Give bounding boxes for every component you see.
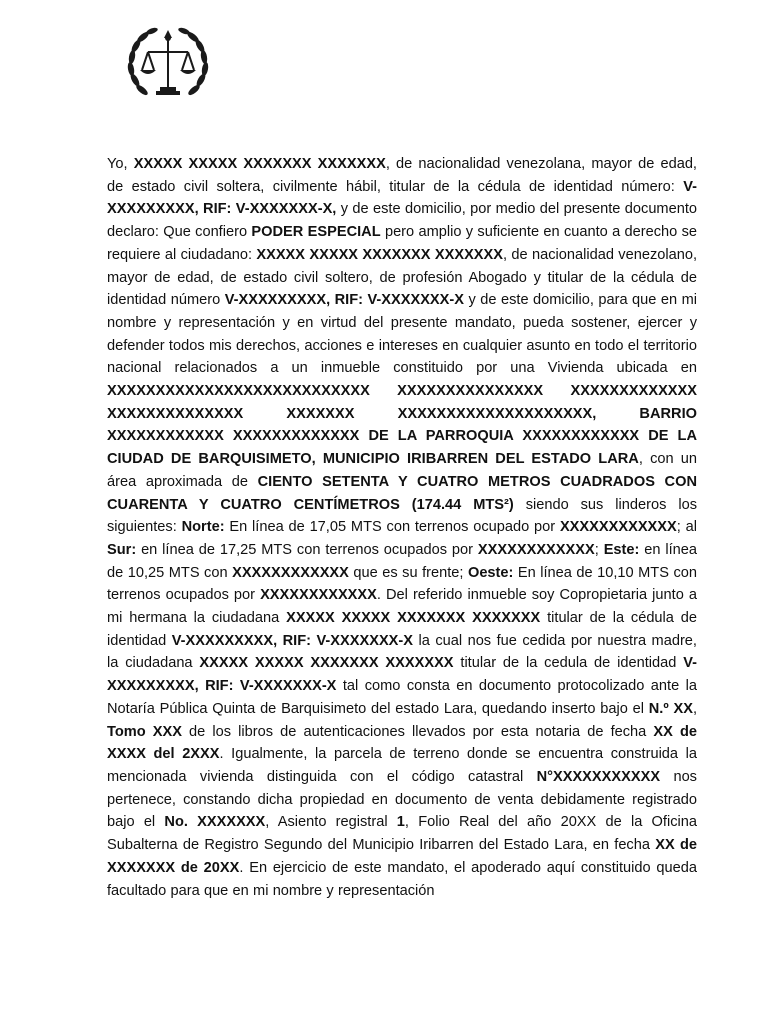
text-segment: y de este domicilio, para que en mi nombre y representación y en virtud del presente mandato, pueda sostener, ejercer y defender todos mis derechos, acciones e intereses en cualquier asunto en todo el territorio nacional relacionados a un inmueble constituido por una Vivienda ubicada en — [107, 292, 697, 377]
bold-text-segment: Tomo XXX — [107, 723, 182, 740]
bold-text-segment: Este: — [603, 541, 640, 558]
bold-text-segment: V-XXXXXXXXX, RIF: V-XXXXXXX-X — [224, 292, 464, 309]
bold-text-segment: XXXXX XXXXX XXXXXXX XXXXXXX — [133, 156, 386, 172]
bold-text-segment: XXXXX XXXXX XXXXXXX XXXXXXX — [256, 246, 504, 263]
text-segment: ; al — [676, 519, 697, 536]
text-segment: que es su frente; — [348, 564, 468, 581]
text-segment: En línea de 17,05 MTS con terrenos ocupado por — [224, 519, 560, 536]
bold-text-segment: Sur: — [107, 541, 137, 558]
bold-text-segment: N°XXXXXXXXXXX — [536, 768, 661, 785]
text-segment: , — [692, 700, 697, 717]
bold-text-segment: V-XXXXXXXXX, RIF: V-XXXXXXX-X, — [107, 178, 697, 218]
text-segment: la cual nos fue cedida por nuestra madre, la ciudadana — [107, 632, 697, 672]
bold-text-segment: XXXXX XXXXX XXXXXXX XXXXXXX — [286, 610, 541, 627]
text-segment: titular de la cedula de identidad — [453, 655, 684, 672]
text-segment: tal como consta en documento protocolizado ante la Notaría Pública Quinta de Barquisimeto del estado Lara, quedando inserto bajo el — [107, 678, 697, 717]
text-segment: . En ejercicio de este mandato, el apoderado aquí constituido queda facultado para que en mi nombre y representación — [107, 859, 697, 899]
bold-text-segment: XXXXXXXXXXXX — [477, 541, 595, 558]
text-segment: de los libros de autenticaciones llevados por esta notaria de fecha — [181, 723, 654, 740]
text-segment: , Asiento registral — [265, 814, 397, 831]
text-segment: . Igualmente, la parcela de terreno donde se encuentra construida la mencionada vivienda distinguida con el código catastral — [107, 746, 697, 785]
bold-text-segment: No. XXXXXXX — [164, 814, 266, 831]
bold-text-segment: 1 — [396, 814, 405, 831]
text-segment: en línea de 10,25 MTS con — [107, 541, 698, 581]
text-segment: siendo sus linderos los siguientes: — [107, 496, 697, 536]
power-of-attorney-body — [107, 153, 697, 902]
bold-text-segment: CIENTO SETENTA Y CUATRO METROS CUADRADOS CON CUARENTA Y CUATRO CENTÍMETROS (174.44 MTS²) — [107, 473, 697, 513]
text-segment: , con un área aproximada de — [107, 451, 698, 490]
text-segment: titular de la cédula de identidad — [107, 610, 697, 649]
text-segment: , de nacionalidad venezolano, mayor de edad, de estado civil soltero, de profesión Abogado y titular de la cédula de identidad número — [107, 246, 697, 309]
text-segment: y de este domicilio, por medio del presente documento declaro: Que confiero — [107, 201, 697, 241]
bold-text-segment: XXXXXXXXXXXXXXXXXXXXXXXXXXX XXXXXXXXXXXXXXX XXXXXXXXXXXXX XXXXXXXXXXXXXX XXXXXXX XXXXXXXXXXXXXXXXXXXX, BARRIO XXXXXXXXXXXX XXXXXXXXXXXXX DE LA PARROQUIA XXXXXXXXXXXX DE LA CIUDAD DE BARQUISIMETO, MUNICIPIO IRIBARREN DEL ESTADO LARA — [107, 383, 697, 468]
bold-text-segment: Norte: — [181, 519, 225, 536]
bold-text-segment: XXXXX XXXXX XXXXXXX XXXXXXX — [199, 655, 454, 672]
bold-text-segment: XX de XXXX del 2XXX — [107, 723, 697, 763]
bold-text-segment: XX de XXXXXXX de 20XX — [107, 837, 697, 876]
bold-text-segment: V-XXXXXXXXX, RIF: V-XXXXXXX-X — [107, 655, 697, 695]
text-segment: . Del referido inmueble soy Copropietaria junto a mi hermana la ciudadana — [107, 587, 697, 627]
text-segment: nos pertenece, constando dicha propiedad en documento de venta debidamente registrado bajo el — [107, 768, 697, 831]
bold-text-segment: N.º XX — [648, 700, 693, 717]
text-segment: , Folio Real del año 20XX de la Oficina Subalterna de Registro Segundo del Municipio Iribarren del Estado Lara, en fecha — [107, 814, 697, 854]
text-segment: En línea de 10,10 MTS con terrenos ocupados por — [107, 564, 697, 604]
bold-text-segment: PODER ESPECIAL — [251, 224, 381, 241]
text-segment: , de nacionalidad venezolana, mayor de edad, de estado civil soltera, civilmente hábil, titular de la cédula de identidad número: — [107, 156, 697, 195]
bold-text-segment: Oeste: — [467, 564, 514, 581]
bold-text-segment: XXXXXXXXXXXX — [559, 519, 677, 536]
bold-text-segment: XXXXXXXXXXXX — [260, 587, 377, 604]
text-segment: en línea de 17,25 MTS con terrenos ocupados por — [136, 541, 478, 558]
bold-text-segment: XXXXXXXXXXXX — [232, 564, 349, 581]
text-segment: Yo, — [107, 156, 134, 172]
text-segment: pero amplio y suficiente en cuanto a derecho se requiere al ciudadano: — [107, 224, 698, 263]
bold-text-segment: V-XXXXXXXXX, RIF: V-XXXXXXX-X — [171, 632, 414, 649]
text-segment: ; — [594, 541, 604, 558]
scales-of-justice-laurel-icon — [124, 24, 212, 106]
